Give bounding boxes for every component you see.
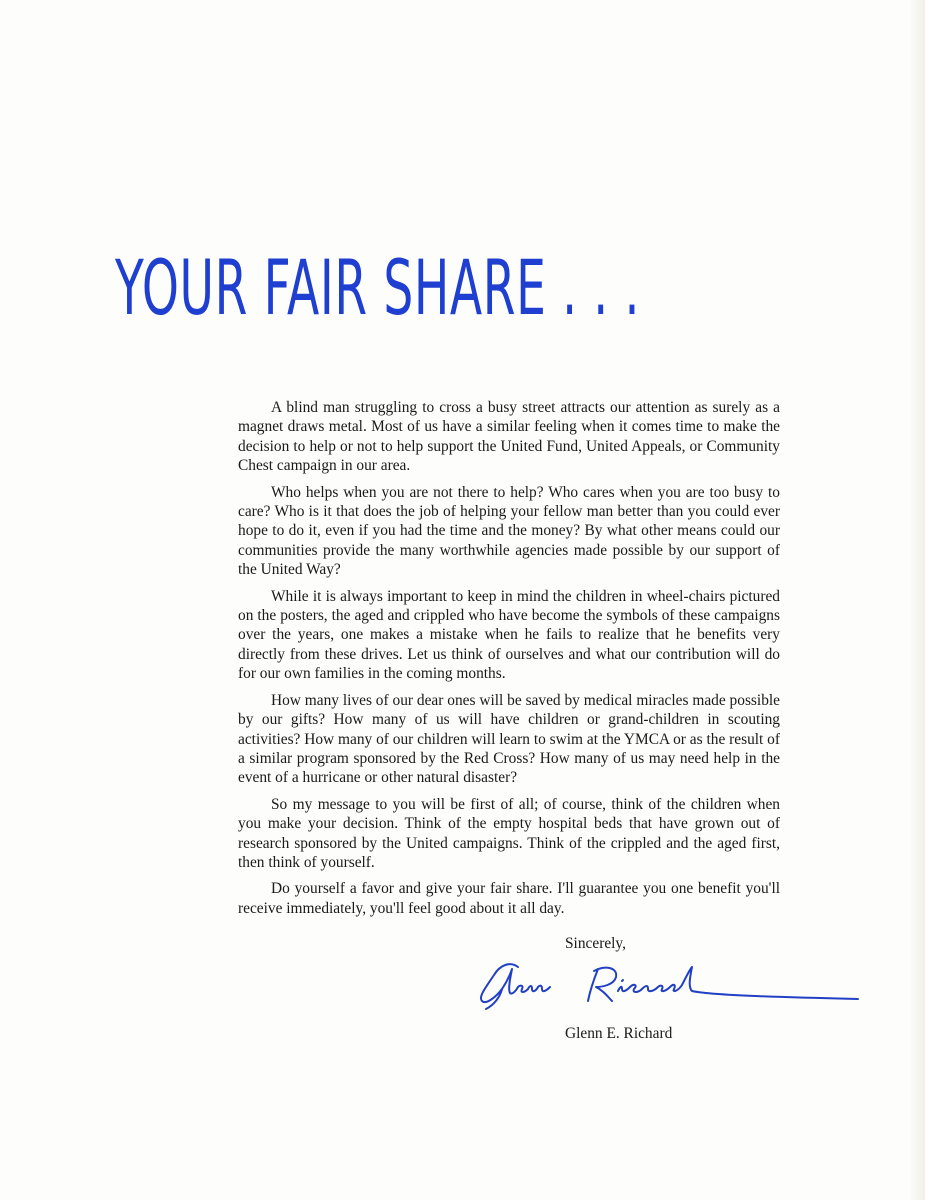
page-edge: [911, 0, 925, 1200]
headline: YOUR FAIR SHARE . . .: [115, 243, 641, 332]
paragraph-2: Who helps when you are not there to help? Who cares when you are too busy to care? Who is it that does the job of helping your fellow man better than you could ever hope to do it, even if you had the time and the money? By what other means could our communities provide the many worthwhile agencies made possible by our support of the United Way?: [238, 483, 780, 579]
paragraph-4: How many lives of our dear ones will be saved by medical miracles made possible by our gifts? How many of us will have children or grand-children in scouting activities? How many of our children will learn to swim at the YMCA or as the result of a similar program sponsored by the Red Cross? How many of us may need help in the event of a hurricane or other natural disaster?: [238, 691, 780, 787]
letter-body: [238, 398, 780, 925]
closing-salutation: Sincerely,: [565, 935, 626, 952]
signer-name: Glenn E. Richard: [565, 1025, 673, 1042]
paragraph-5: So my message to you will be first of all; of course, think of the children when you make your decision. Think of the empty hospital beds that have grown out of research sponsored by the United campaigns. Think of the crippled and the aged first, then think of yourself.: [238, 795, 780, 871]
handwritten-signature: [470, 955, 870, 1015]
paragraph-1: A blind man struggling to cross a busy street attracts our attention as surely as a magnet draws metal. Most of us have a similar feeling when it comes time to make the decision to help or not to help support the United Fund, United Appeals, or Community Chest campaign in our area.: [238, 399, 780, 475]
paragraph-3: While it is always important to keep in mind the children in wheel-chairs pictured on the posters, the aged and crippled who have become the symbols of these campaigns over the years, one makes a mistake when he fails to realize that he benefits very directly from these drives. Let us think of ourselves and what our contribution will do for our own families in the coming months.: [238, 587, 780, 683]
paragraph-6: Do yourself a favor and give your fair share. I'll guarantee you one benefit you'll receive immediately, you'll feel good about it all day.: [238, 880, 780, 917]
